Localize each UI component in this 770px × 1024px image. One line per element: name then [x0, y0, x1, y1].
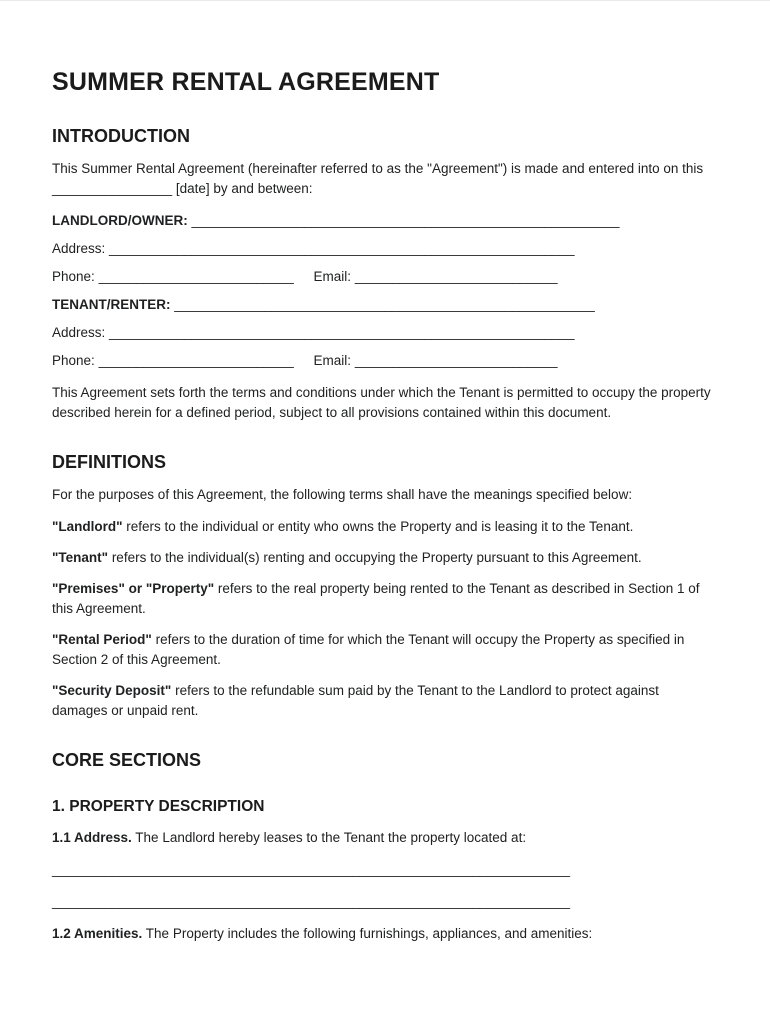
tenant-address-blank: ______________________________________________________________ [109, 325, 575, 340]
tenant-address-line [52, 323, 718, 343]
tenant-address-label: Address: [52, 325, 106, 340]
intro-opening-paragraph: This Summer Rental Agreement (hereinafter referred to as the "Agreement") is made and entered into on this ________________ [date] by and between: [52, 161, 704, 196]
definition-landlord [52, 517, 718, 537]
tenant-name-blank: ________________________________________________________ [174, 297, 595, 312]
clause-1-1-text: The Landlord hereby leases to the Tenant the property located at: [131, 830, 527, 845]
definition-security-deposit-term: "Security Deposit" [52, 683, 172, 698]
section-heading-property-description: 1. PROPERTY DESCRIPTION [52, 798, 265, 815]
landlord-address-blank: ______________________________________________________________ [109, 241, 575, 256]
definition-rental-period-term: "Rental Period" [52, 632, 152, 647]
clause-1-1-label: 1.1 Address. [52, 830, 132, 845]
definition-tenant [52, 548, 718, 568]
tenant-renter-line [52, 295, 718, 315]
definition-security-deposit-text: refers to the refundable sum paid by the Tenant to the Landlord to protect against damages or unpaid rent. [52, 683, 659, 718]
landlord-email-blank: ___________________________ [354, 269, 558, 284]
clause-1-2-amenities [52, 924, 718, 944]
section-heading-introduction: INTRODUCTION [52, 126, 190, 146]
landlord-address-line [52, 239, 718, 259]
clause-1-1-address [52, 828, 718, 848]
definition-tenant-text: refers to the individual(s) renting and occupying the Property pursuant to this Agreement. [108, 550, 642, 565]
definition-premises [52, 579, 718, 619]
definition-security-deposit [52, 681, 718, 721]
document-title: SUMMER RENTAL AGREEMENT [52, 68, 440, 96]
landlord-address-label: Address: [52, 241, 106, 256]
clause-1-2-label: 1.2 Amenities. [52, 926, 143, 941]
section-heading-definitions: DEFINITIONS [52, 452, 167, 472]
intro-closing-paragraph: This Agreement sets forth the terms and conditions under which the Tenant is permitted to occupy the property described herein for a defined period, subject to all provisions contained within this document. [52, 385, 711, 420]
definition-landlord-text: refers to the individual or entity who owns the Property and is leasing it to the Tenant. [122, 519, 634, 534]
definitions-intro-paragraph: For the purposes of this Agreement, the following terms shall have the meanings specified below: [52, 487, 633, 502]
landlord-phone-blank: __________________________ [98, 269, 294, 284]
definition-rental-period-text: refers to the duration of time for which the Tenant will occupy the Property as specified in Section 2 of this Agreement. [52, 632, 685, 667]
section-heading-core-sections: CORE SECTIONS [52, 750, 202, 770]
property-address-blank-2: _____________________________________________________________________ [52, 894, 571, 909]
landlord-name-blank: _________________________________________________________ [191, 213, 620, 228]
landlord-owner-label: LANDLORD/OWNER: [52, 213, 188, 228]
definition-rental-period [52, 630, 718, 670]
definition-landlord-term: "Landlord" [52, 519, 123, 534]
document-page [0, 1, 770, 944]
landlord-phone-label: Phone: [52, 269, 95, 284]
clause-1-2-text: The Property includes the following furnishings, appliances, and amenities: [142, 926, 593, 941]
tenant-renter-label: TENANT/RENTER: [52, 297, 171, 312]
tenant-email-blank: ___________________________ [354, 353, 558, 368]
definition-premises-term: "Premises" or "Property" [52, 581, 215, 596]
landlord-owner-line [52, 211, 718, 231]
tenant-phone-blank: __________________________ [98, 353, 294, 368]
definition-tenant-term: "Tenant" [52, 550, 109, 565]
landlord-email-label: Email: [313, 269, 352, 284]
tenant-phone-label: Phone: [52, 353, 95, 368]
definition-premises-text: refers to the real property being rented to the Tenant as described in Section 1 of this Agreement. [52, 581, 700, 616]
property-address-blank-1: _____________________________________________________________________ [52, 862, 571, 877]
landlord-phone-email-line [52, 267, 718, 287]
tenant-phone-email-line [52, 351, 718, 371]
tenant-email-label: Email: [313, 353, 352, 368]
